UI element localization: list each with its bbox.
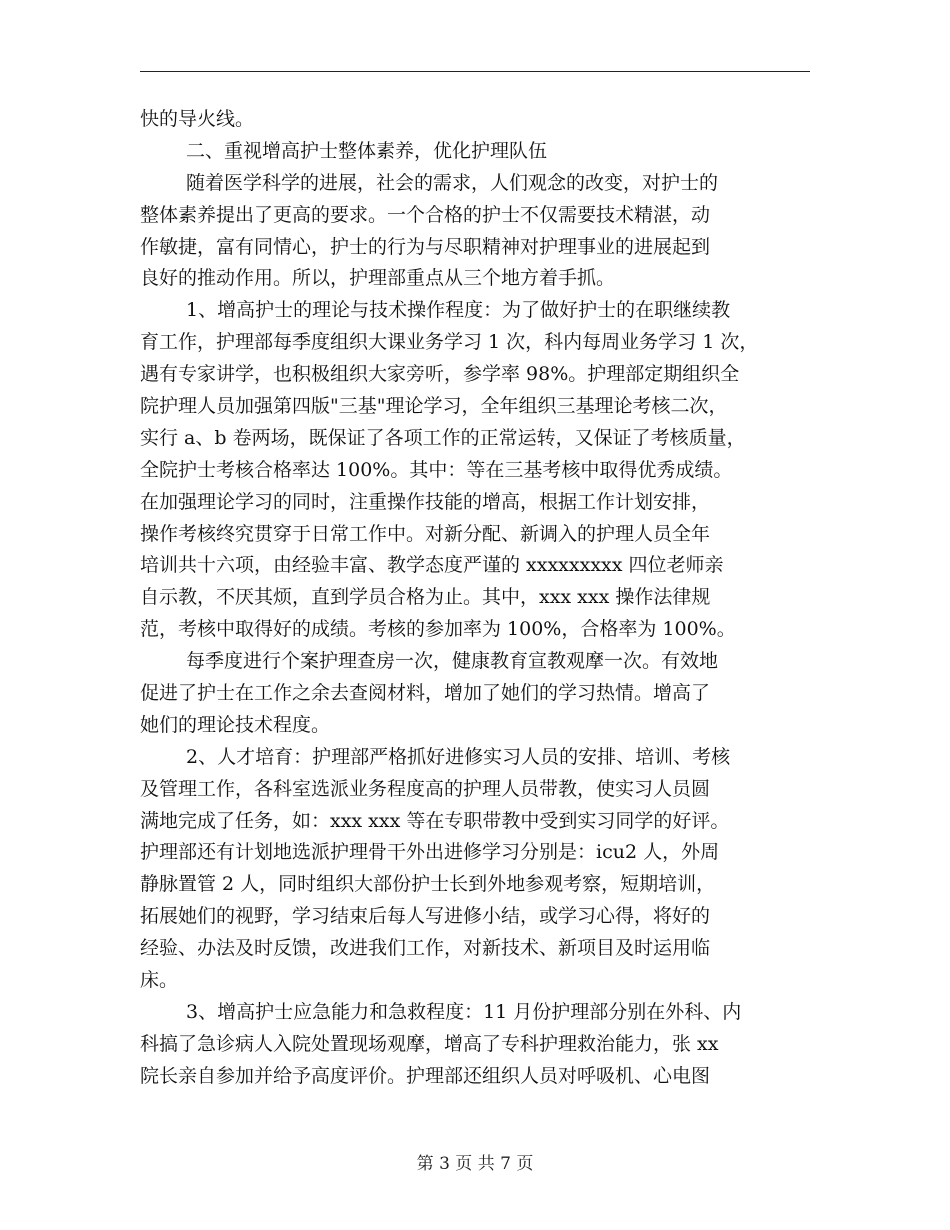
text-line: 操作考核终究贯穿于日常工作中。对新分配、新调入的护理人员全年 — [140, 522, 711, 545]
text-line: 护理部还有计划地选派护理骨干外出进修学习分别是：icu2 人，外周 — [140, 841, 720, 864]
text-line: 床。 — [140, 969, 179, 992]
text-line: 范，考核中取得好的成绩。考核的参加率为 100%，合格率为 100%。 — [140, 618, 736, 641]
text-line: 良好的推动作用。所以，护理部重点从三个地方着手抓。 — [140, 267, 616, 290]
text-line: 2、人才培育：护理部严格抓好进修实习人员的安排、培训、考核 — [186, 745, 731, 768]
text-line: 3、增高护士应急能力和急救程度：11 月份护理部分别在外科、内 — [186, 1000, 742, 1023]
text-line: 1、增高护士的理论与技术操作程度：为了做好护士的在职继续教 — [186, 299, 731, 322]
text-line: 实行 a、b 卷两场，既保证了各项工作的正常运转，又保证了考核质量， — [140, 426, 746, 449]
text-line: 随着医学科学的进展，社会的需求，人们观念的改变，对护士的 — [186, 171, 719, 194]
text-line: 满地完成了任务，如：xxx xxx 等在专职带教中受到实习同学的好评。 — [140, 809, 730, 832]
text-line: 静脉置管 2 人，同时组织大部份护士长到外地参观考察，短期培训， — [140, 873, 716, 896]
text-line: 每季度进行个案护理查房一次，健康教育宣教观摩一次。有效地 — [186, 650, 719, 673]
text-line: 拓展她们的视野，学习结束后每人写进修小结，或学习心得，将好的 — [140, 905, 711, 928]
text-line: 院护理人员加强第四版"三基"理论学习，全年组织三基理论考核二次， — [140, 395, 728, 418]
text-line: 及管理工作，各科室选派业务程度高的护理人员带教，使实习人员圆 — [140, 777, 711, 800]
text-line: 促进了护士在工作之余去查阅材料，增加了她们的学习热情。增高了 — [140, 682, 711, 705]
text-line: 她们的理论技术程度。 — [140, 713, 331, 736]
text-line: 作敏捷，富有同情心，护士的行为与尽职精神对护理事业的进展起到 — [140, 235, 711, 258]
body-text — [140, 104, 812, 1093]
text-line: 培训共十六项，由经验丰富、教学态度严谨的 xxxxxxxxx 四位老师亲 — [140, 554, 724, 577]
text-line: 遇有专家讲学，也积极组织大家旁听，参学率 98%。护理部定期组织全 — [140, 363, 740, 386]
text-line: 在加强理论学习的同时，注重操作技能的增高，根据工作计划安排， — [140, 490, 711, 513]
text-line: 经验、办法及时反馈，改进我们工作，对新技术、新项目及时运用临 — [140, 937, 711, 960]
text-line: 二、重视增高护士整体素养，优化护理队伍 — [186, 139, 548, 162]
text-line: 快的导火线。 — [140, 108, 255, 130]
text-line: 自示教，不厌其烦，直到学员合格为止。其中，xxx xxx 操作法律规 — [140, 586, 711, 609]
page-number: 第 3 页 共 7 页 — [416, 1154, 534, 1174]
text-line: 科搞了急诊病人入院处置现场观摩，增高了专科护理救治能力，张 xx — [140, 1032, 719, 1055]
text-line: 育工作，护理部每季度组织大课业务学习 1 次，科内每周业务学习 1 次， — [140, 331, 759, 354]
header-rule — [140, 71, 810, 72]
text-line: 院长亲自参加并给予高度评价。护理部还组织人员对呼吸机、心电图 — [140, 1064, 711, 1087]
text-line: 全院护士考核合格率达 100%。其中：等在三基考核中取得优秀成绩。 — [140, 458, 733, 481]
text-line: 整体素养提出了更高的要求。一个合格的护士不仅需要技术精湛，动 — [140, 203, 711, 226]
